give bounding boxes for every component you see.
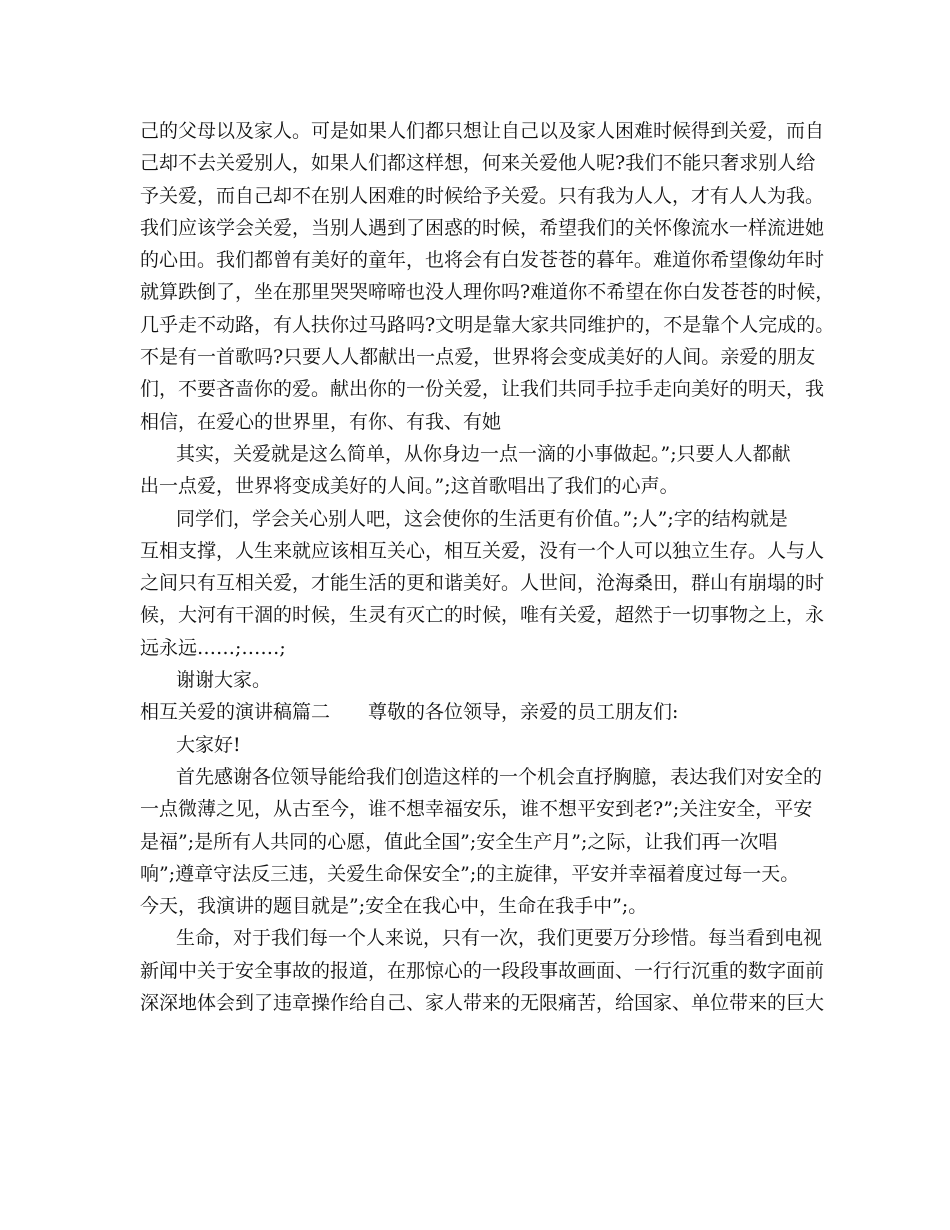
paragraph-first-line: 生命，对于我们每一个人来说，只有一次，我们更要万分珍惜。每当看到电视 — [176, 927, 823, 950]
body-line: 深深地体会到了违章操作给自己、家人带来的无限痛苦，给国家、单位带来的巨大 — [140, 992, 825, 1015]
body-line: 己的父母以及家人。可是如果人们都只想让自己以及家人困难时候得到关爱，而自 — [140, 120, 825, 142]
body-line: 是福”;是所有人共同的心愿，值此全国”;安全生产月”;之际，让我们再一次唱 — [140, 830, 778, 853]
body-line: 响”;遵章守法反三违，关爱生命保安全”;的主旋律，平安并幸福着度过每一天。 — [140, 862, 800, 885]
body-line: 今天，我演讲的题目就是”;安全在我心中，生命在我手中”;。 — [140, 895, 648, 918]
salutation: 尊敬的各位领导，亲爱的员工朋友们: — [368, 701, 679, 724]
body-line: 互相支撑，人生来就应该相互关心，相互关爱，没有一个人可以独立生存。人与人 — [140, 539, 825, 562]
body-line: 远永远……;……; — [140, 636, 286, 659]
body-line: 们，不要吝啬你的爱。献出你的一份关爱，让我们共同手拉手走向美好的明天，我 — [140, 378, 825, 401]
closing-thanks: 谢谢大家。 — [176, 669, 272, 692]
body-line: 一点微薄之见，从古至今，谁不想幸福安乐，谁不想平安到老?”;关注安全，平安 — [140, 798, 813, 821]
body-line: 己却不去关爱别人，如果人们都这样想，何来关爱他人呢?我们不能只奢求别人给 — [140, 152, 816, 175]
body-line: 予关爱，而自己却不在别人困难的时候给予关爱。只有我为人人，才有人人为我。 — [140, 184, 825, 207]
body-line: 新闻中关于安全事故的报道，在那惊心的一段段事故画面、一行行沉重的数字面前 — [140, 959, 825, 982]
paragraph-first-line: 首先感谢各位领导能给我们创造这样的一个机会直抒胸臆，表达我们对安全的 — [176, 765, 823, 788]
body-line: 的心田。我们都曾有美好的童年，也将会有白发苍苍的暮年。难道你希望像幼年时 — [140, 249, 825, 272]
body-line: 之间只有互相关爱，才能生活的更和谐美好。人世间，沧海桑田，群山有崩塌的时 — [140, 572, 825, 595]
body-line: 相信，在爱心的世界里，有你、有我、有她 — [140, 410, 502, 433]
body-line: 就算跌倒了，坐在那里哭哭啼啼也没人理你吗?难道你不希望在你白发苍苍的时候， — [140, 281, 835, 304]
paragraph-first-line: 同学们，学会关心别人吧，这会使你的生活更有价值。”;人”;字的结构就是 — [176, 507, 788, 530]
section-title: 相互关爱的演讲稿篇二 — [140, 701, 331, 724]
body-line: 我们应该学会关爱，当别人遇到了困惑的时候，希望我们的关怀像流水一样流进她 — [140, 216, 825, 239]
body-line: 几乎走不动路，有人扶你过马路吗?文明是靠大家共同维护的，不是靠个人完成的。 — [140, 313, 835, 336]
body-line: 不是有一首歌吗?只要人人都献出一点爱，世界将会变成美好的人间。亲爱的朋友 — [140, 346, 816, 369]
document-body — [140, 115, 835, 1019]
body-line: 候，大河有干涸的时候，生灵有灭亡的时候，唯有关爱，超然于一切事物之上，永 — [140, 604, 825, 627]
section-heading-row — [140, 696, 820, 728]
paragraph-first-line: 其实，关爱就是这么简单，从你身边一点一滴的小事做起。”;只要人人都献 — [176, 442, 791, 465]
greeting: 大家好! — [176, 733, 241, 756]
body-line: 出一点爱，世界将变成美好的人间。”;这首歌唱出了我们的心声。 — [140, 475, 679, 498]
